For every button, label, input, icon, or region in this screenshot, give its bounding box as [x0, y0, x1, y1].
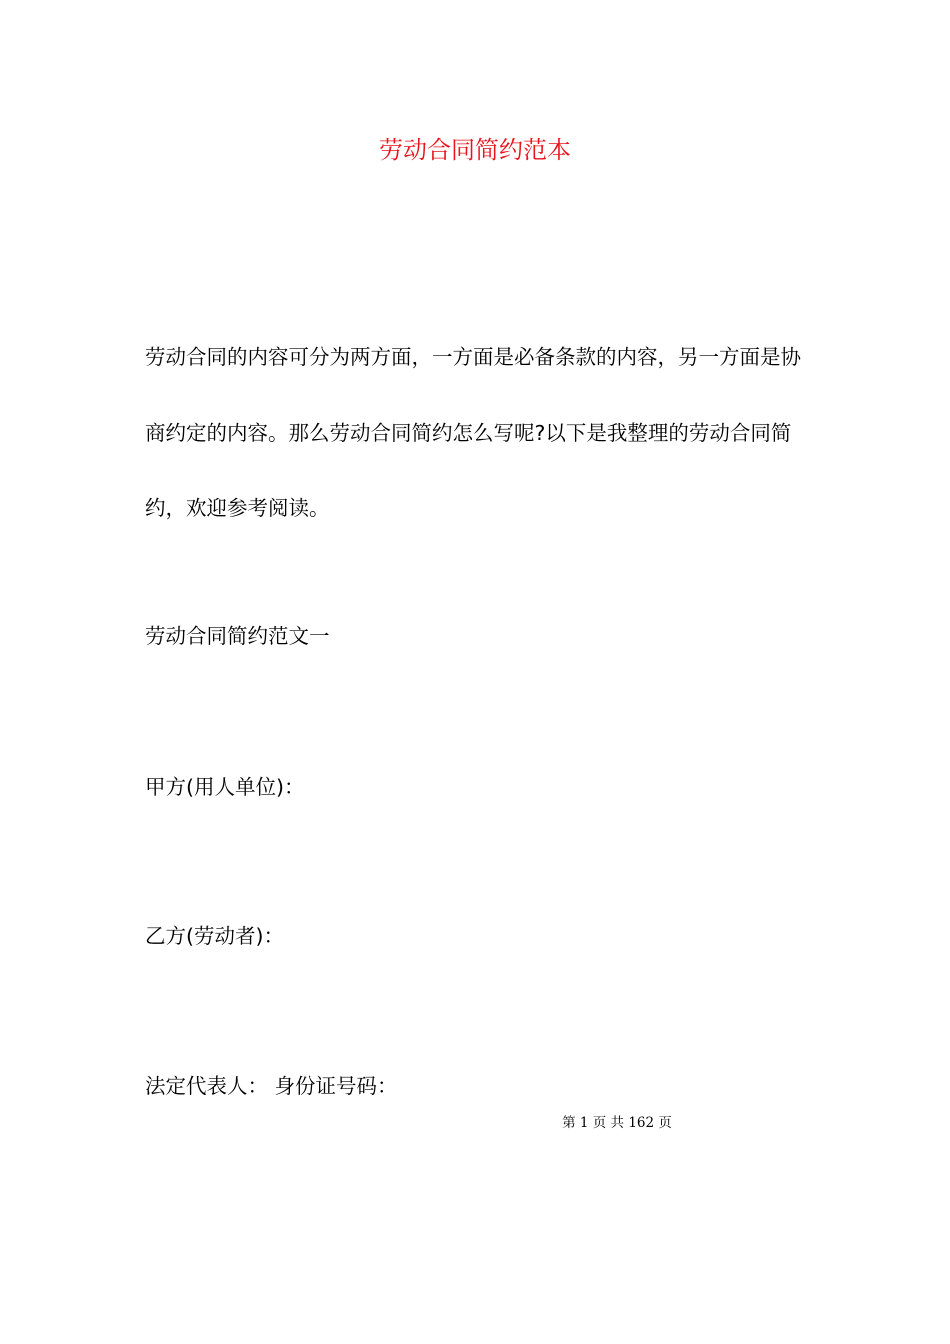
- legal-representative-line: 法定代表人： 身份证号码：: [145, 1074, 398, 1098]
- intro-paragraph: 劳动合同的内容可分为两方面，一方面是必备条款的内容，另一方面是协商约定的内容。那么劳动合同简约怎么写呢?以下是我整理的劳动合同简约，欢迎参考阅读。: [145, 345, 801, 520]
- page-number: 第 1 页 共 162 页: [562, 1115, 672, 1131]
- section-heading: 劳动合同简约范文一: [145, 624, 330, 648]
- party-b-label: 乙方(劳动者)：: [145, 924, 284, 948]
- page-footer: [0, 1113, 950, 1133]
- document-title: 劳动合同简约范本: [379, 136, 571, 164]
- party-a-label: 甲方(用人单位)：: [145, 775, 305, 799]
